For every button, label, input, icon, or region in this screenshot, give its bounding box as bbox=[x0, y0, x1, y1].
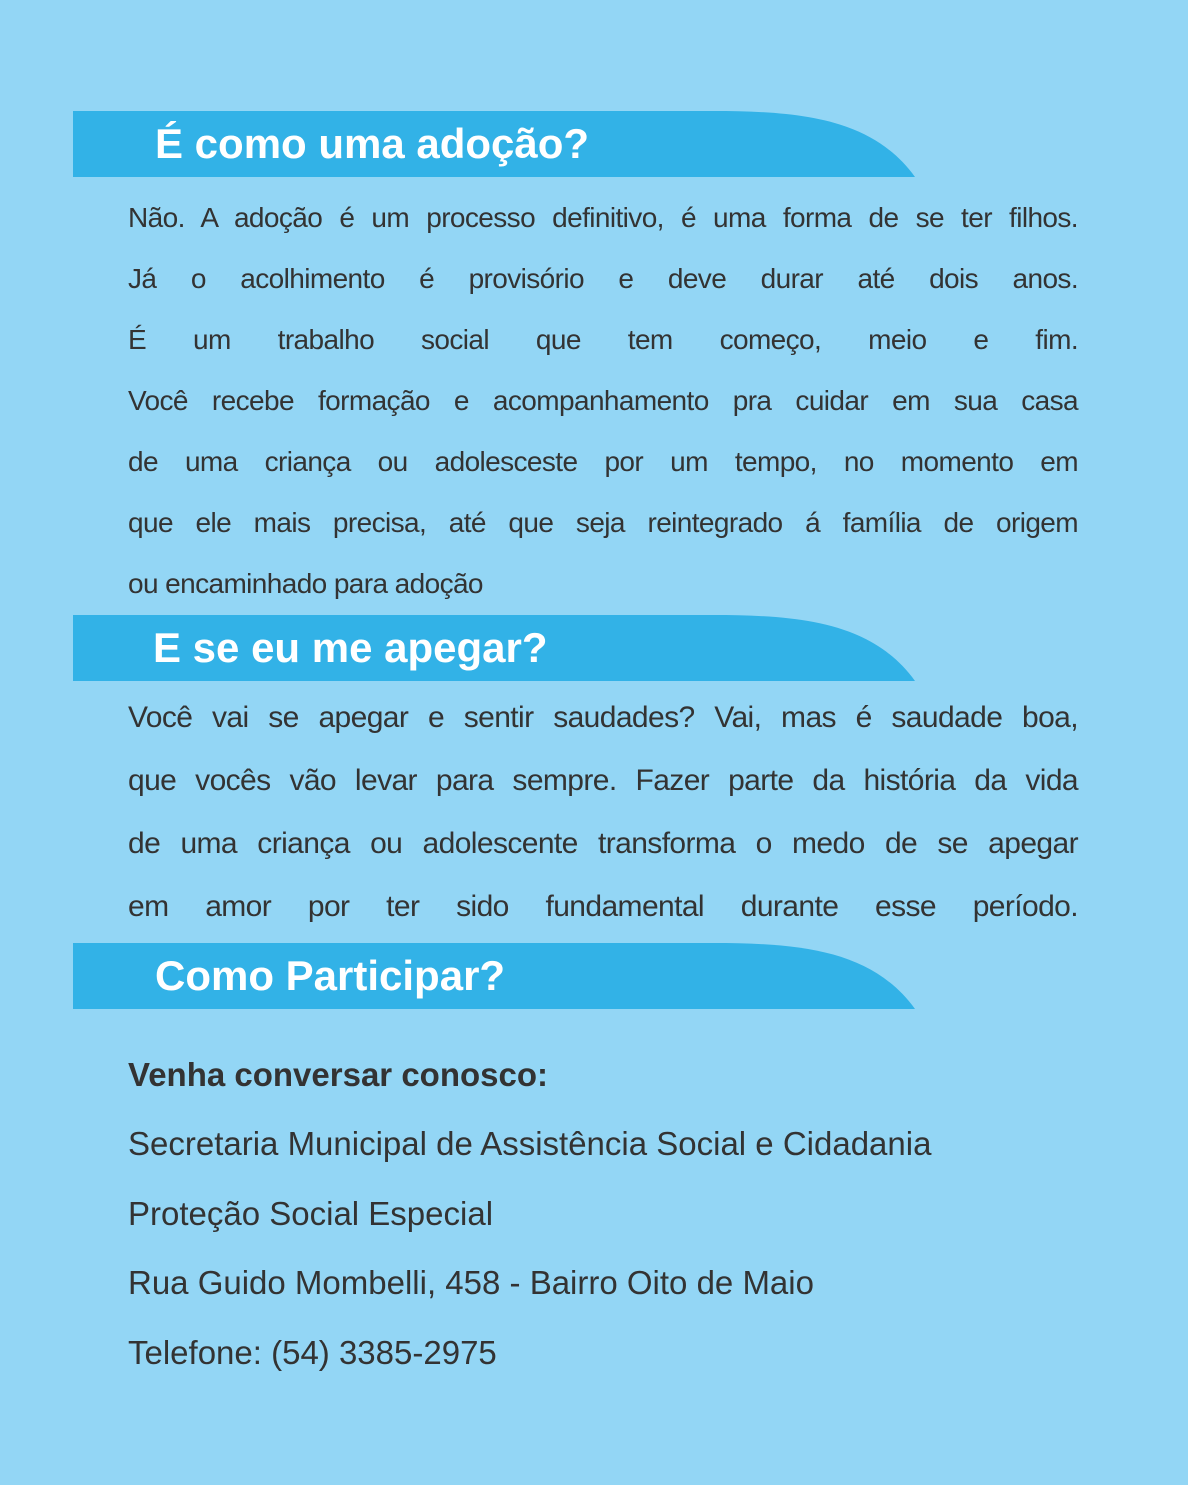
section-body-adocao bbox=[128, 187, 1078, 614]
body-line: É um trabalho social que tem começo, meio e fim. bbox=[128, 324, 1078, 355]
section-title: E se eu me apegar? bbox=[153, 624, 548, 671]
body-line: Você vai se apegar e sentir saudades? Vai, mas é saudade boa, bbox=[128, 701, 1078, 734]
contact-phone: Telefone: (54) 3385-2975 bbox=[128, 1334, 497, 1371]
contact-address: Rua Guido Mombelli, 458 - Bairro Oito de Maio bbox=[128, 1264, 814, 1301]
section-banner-participar bbox=[73, 943, 915, 1009]
section-banner-apegar bbox=[73, 615, 915, 681]
body-line: Não. A adoção é um processo definitivo, é uma forma de se ter filhos. bbox=[128, 202, 1078, 233]
section-title: Como Participar? bbox=[155, 952, 506, 999]
body-line: que vocês vão levar para sempre. Fazer parte da história da vida bbox=[128, 764, 1078, 797]
section-body-apegar bbox=[128, 686, 1078, 938]
contact-heading: Venha conversar conosco: bbox=[128, 1056, 548, 1093]
section-banner-adocao bbox=[73, 111, 915, 177]
body-line: ou encaminhado para adoção bbox=[128, 568, 483, 599]
body-line: de uma criança ou adolescente transforma o medo de se apegar bbox=[128, 827, 1078, 860]
contact-organization: Secretaria Municipal de Assistência Social e Cidadania bbox=[128, 1125, 932, 1162]
body-line: Já o acolhimento é provisório e deve durar até dois anos. bbox=[128, 263, 1078, 294]
body-line: Você recebe formação e acompanhamento pra cuidar em sua casa bbox=[128, 385, 1078, 416]
body-line: de uma criança ou adolesceste por um tempo, no momento em bbox=[128, 446, 1078, 477]
section-title: É como uma adoção? bbox=[155, 120, 590, 167]
body-line: em amor por ter sido fundamental durante esse período. bbox=[128, 890, 1078, 923]
body-line: que ele mais precisa, até que seja reintegrado á família de origem bbox=[128, 507, 1078, 538]
contact-department: Proteção Social Especial bbox=[128, 1195, 494, 1232]
